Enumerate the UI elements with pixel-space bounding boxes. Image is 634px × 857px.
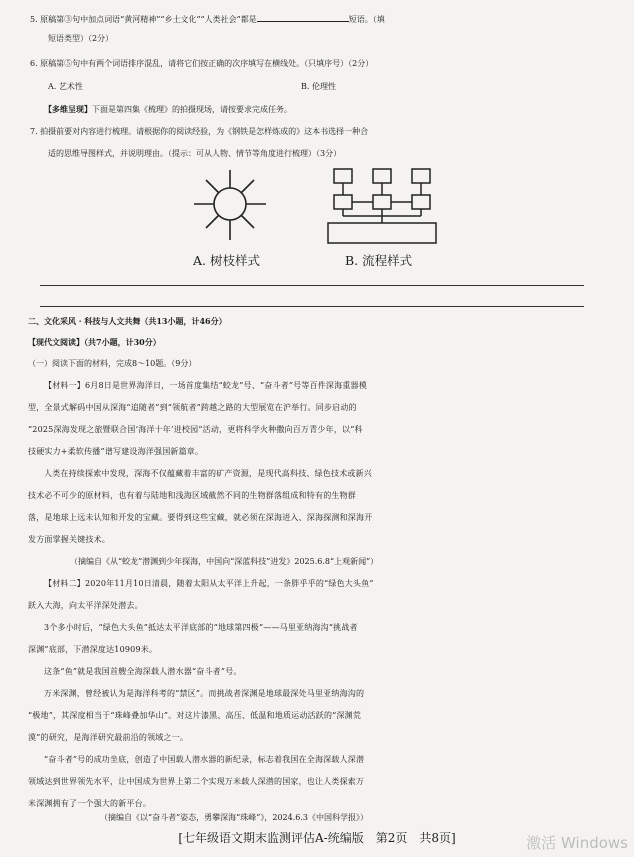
material1-line: 【材料一】6月8日是世界海洋日，一场首度集结“蛟龙”号、“奋斗者”号等百件深海重器模 bbox=[44, 381, 367, 390]
material2-line: 深渊”底部，下潜深度达10909米。 bbox=[28, 645, 158, 654]
q7-line2: 适的思维导图样式，并说明理由。（提示：可从人物、情节等角度进行梳理）（3分） bbox=[48, 149, 342, 158]
material1-line: “2025深海发现之旅暨联合国‘海洋十年’进校园”活动，更将科学火种撒向百万青少年，以“科 bbox=[28, 425, 363, 434]
material2-line: “奋斗者”号的成功坐底，创造了中国载人潜水器的新纪录，标志着我国在全海深载人深潜 bbox=[44, 755, 365, 764]
material1-line: 技术必不可少的原材料，也有着与陆地和浅海区域截然不同的生物群落组成和特有的生物群 bbox=[28, 491, 356, 500]
material2-line: 这条“鱼”就是我国首艘全海深载人潜水器“奋斗者”号。 bbox=[44, 667, 242, 676]
q7-line1: 7. 拍摄前要对内容进行梳理。请根据你的阅读经验，为《钢铁是怎样炼成的》这本书选择一种合 bbox=[30, 127, 369, 136]
part2-sub: 【现代文阅读】（共7小题，计30分） bbox=[28, 337, 161, 347]
material1-line: 型，全景式解码中国从深海“追随者”到“领航者”跨越之路的大型展览在沪举行。同步启动的 bbox=[28, 403, 357, 412]
q6-option-b: B. 伦理性 bbox=[301, 82, 336, 91]
answer-line-1[interactable] bbox=[40, 285, 584, 286]
material1-line: 发方面掌握关键技术。 bbox=[28, 535, 110, 544]
section-multi: 【多维呈现】下面是第四集《梳理》的拍摄现场，请按要求完成任务。 bbox=[44, 104, 292, 114]
part2-title: 二、文化采风 · 科技与人文共舞（共13小题，计46分） bbox=[28, 316, 227, 326]
material1-line: 技硬实力+柔软传播”谱写建设海洋强国新篇章。 bbox=[28, 447, 204, 456]
material1-line: 人类在持续探索中发现，深海不仅蕴藏着丰富的矿产资源，是现代高科技、绿色技术或新兴 bbox=[44, 469, 372, 478]
answer-line-2[interactable] bbox=[40, 306, 584, 307]
material2-line: 米深渊拥有了一个强大的新平台。 bbox=[28, 799, 151, 808]
material2-line: 【材料二】2020年11月10日清晨，随着太阳从太平洋上升起，一条胖乎乎的“绿色大头鱼” bbox=[44, 579, 374, 588]
material2-line: “极地”，其深度相当于“珠峰叠加华山”。对这片漆黑、高压、低温和地质运动活跃的“深渊荒 bbox=[28, 711, 362, 720]
material2-line: 漠”的研究，是海洋研究最前沿的领域之一。 bbox=[28, 733, 189, 742]
material2-line: 领域达到世界领先水平，让中国成为世界上第二个实现万米载人深潜的国家，也让人类探索万 bbox=[28, 777, 365, 786]
material2-line: 万米深渊，曾经被认为是海洋科考的“禁区”。而挑战者深渊是地球最深处马里亚纳海沟的 bbox=[44, 689, 365, 698]
material1-source: （摘编自《从“蛟龙”潜渊到少年探海，中国向“深蓝科技”进发》2025.6.8“上观新闻”） bbox=[70, 557, 379, 566]
caption-branch: A. 树枝样式 bbox=[193, 253, 260, 268]
branch-diagram bbox=[170, 160, 290, 250]
windows-watermark: 激活 Windows bbox=[526, 834, 628, 852]
q6-line1: 6. 原稿第⑤句中有两个词语排序混乱，请将它们按正确的次序填写在横线处。（只填序号）（2分） bbox=[30, 59, 374, 68]
flow-diagram bbox=[320, 163, 445, 248]
material2-line: 3个多小时后，“绿色大头鱼”抵达太平洋底部的“地球第四极”——马里亚纳海沟“挑战者 bbox=[44, 623, 358, 632]
q5-line1: 5. 原稿第③句中加点词语“黄河精神”“乡土文化”“人类社会”都是 短语。（填 bbox=[30, 10, 634, 28]
q6-option-a: A. 艺术性 bbox=[48, 82, 83, 91]
material2-line: 跃入大海，向太平洋深处潜去。 bbox=[28, 601, 143, 610]
page-footer: [七年级语文期末监测评估A-统编版 第2页 共8页] bbox=[178, 831, 456, 845]
material2-source: （摘编自《以“奋斗者”姿态，勇攀深海“珠峰”》，2024.6.3《中国科学报》） bbox=[100, 813, 368, 822]
caption-flow: B. 流程样式 bbox=[345, 253, 413, 268]
answer-blank[interactable] bbox=[257, 10, 349, 22]
material1-line: 落，是地球上远未认知和开发的宝藏。要得到这些宝藏，就必须在深海进入、深海探测和深海开 bbox=[28, 513, 373, 522]
part2-sub1: （一）阅读下面的材料，完成8～10题。（9分） bbox=[28, 359, 197, 368]
q5-line2: 短语类型）（2分） bbox=[48, 34, 114, 43]
